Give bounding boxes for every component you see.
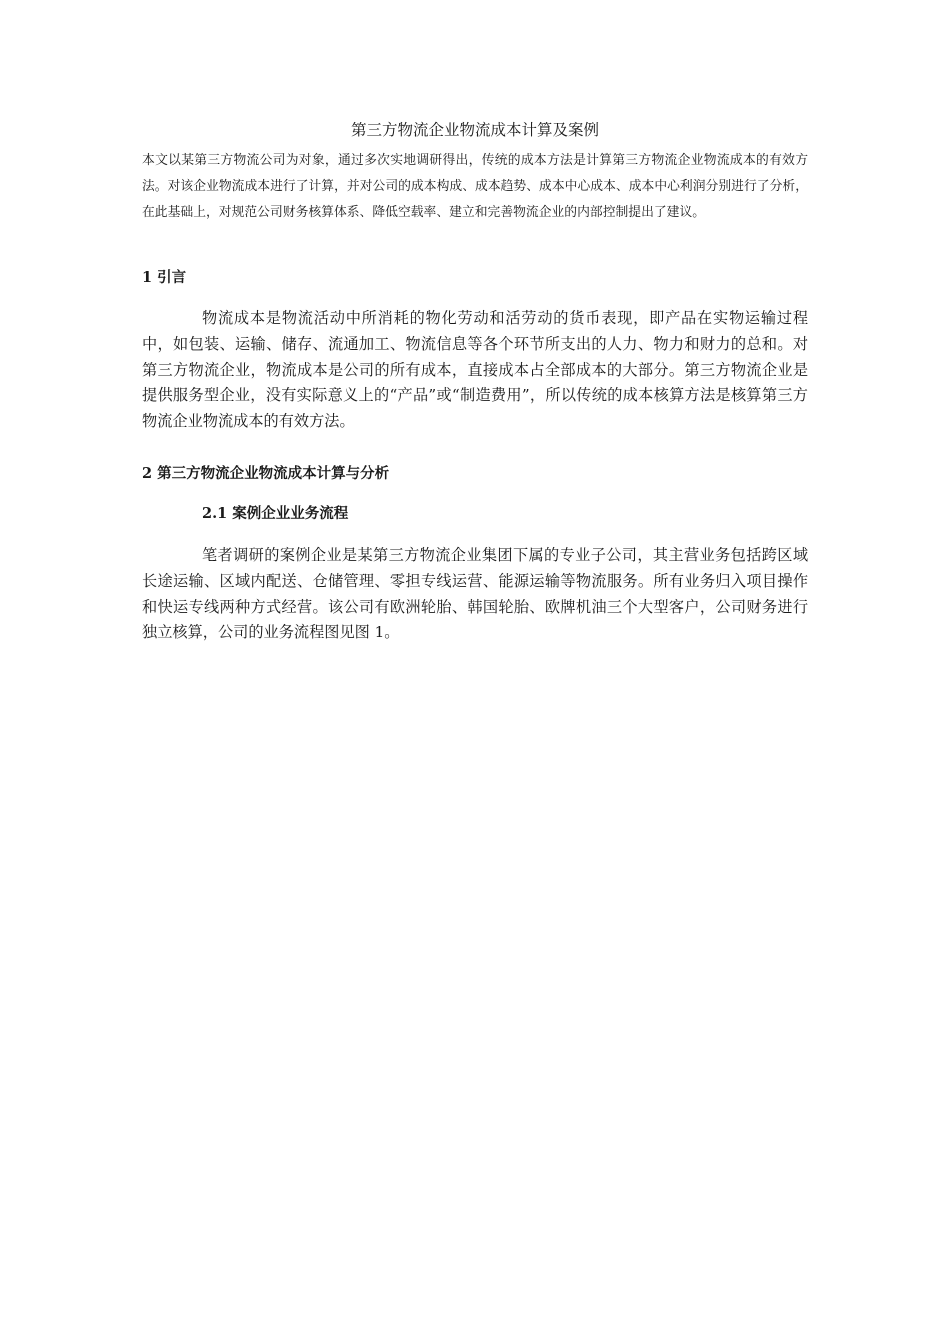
section-2-heading: 2 第三方物流企业物流成本计算与分析	[142, 465, 390, 482]
document-title: 第三方物流企业物流成本计算及案例	[350, 121, 599, 139]
section-1-heading: 1 引言	[142, 269, 187, 286]
section-1-paragraph: 物流成本是物流活动中所消耗的物化劳动和活劳动的货币表现，即产品在实物运输过程中，如包装、运输、储存、流通加工、物流信息等各个环节所支出的人力、物力和财力的总和。对第三方物流企业，物流成本是公司的所有成本，直接成本占全部成本的大部分。第三方物流企业是提供服务型企业，没有实际意义上的“产品”或“制造费用”，所以传统的成本核算方法是核算第三方物流企业物流成本的有效方法。	[142, 309, 808, 431]
abstract: 本文以某第三方物流公司为对象，通过多次实地调研得出，传统的成本方法是计算第三方物流企业物流成本的有效方法。对该企业物流成本进行了计算，并对公司的成本构成、成本趋势、成本中心成本、成本中心利润分别进行了分析，在此基础上，对规范公司财务核算体系、降低空载率、建立和完善物流企业的内部控制提出了建议。	[142, 153, 808, 220]
subsection-2-1-heading: 2.1 案例企业业务流程	[202, 505, 349, 522]
subsection-2-1-paragraph: 笔者调研的案例企业是某第三方物流企业集团下属的专业子公司，其主营业务包括跨区域长途运输、区域内配送、仓储管理、零担专线运营、能源运输等物流服务。所有业务归入项目操作和快运专线两种方式经营。该公司有欧洲轮胎、韩国轮胎、欧牌机油三个大型客户，公司财务进行独立核算，公司的业务流程图见图 1。	[142, 546, 808, 642]
